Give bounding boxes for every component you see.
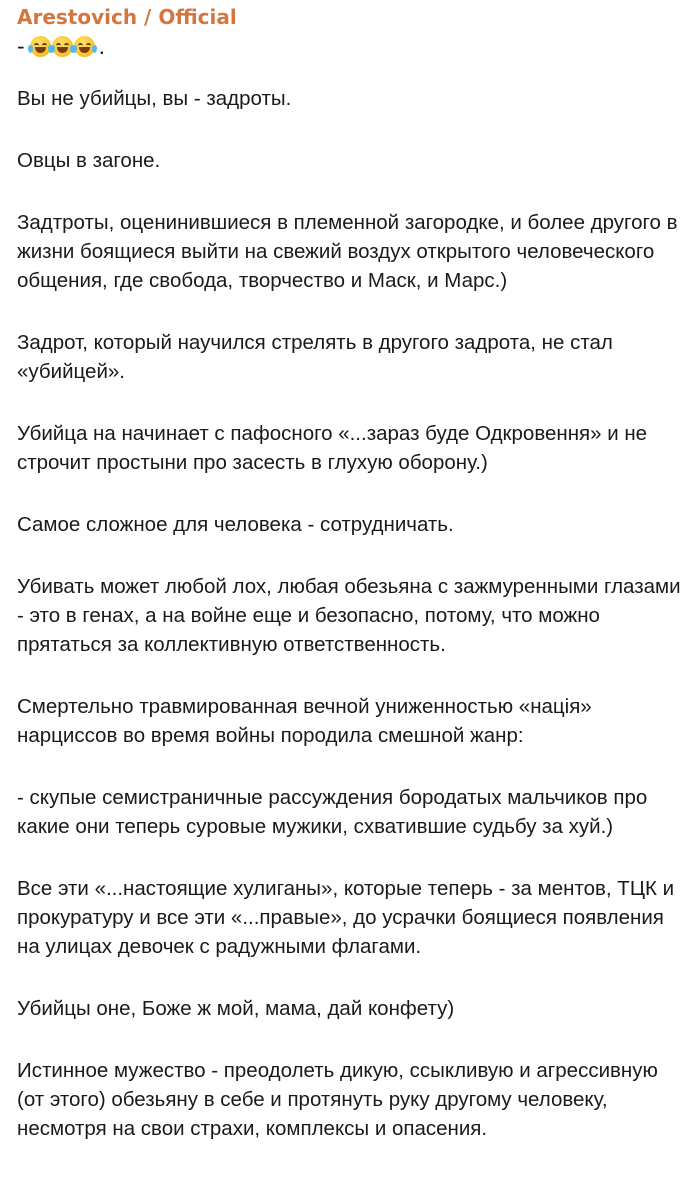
post-paragraph: Все эти «...настоящие хулиганы», которые теперь - за ментов, ТЦК и прокуратуру и все эти «...правые», до усрачки боящиеся появления на улицах девочек с радужными флагами. xyxy=(17,877,675,958)
post-body xyxy=(17,84,683,1143)
tears-of-joy-emoji-icon xyxy=(52,36,73,57)
post-paragraph: Самое сложное для человека - сотрудничать. xyxy=(17,513,454,536)
post-paragraph: Вы не убийцы, вы - задроты. xyxy=(17,87,292,110)
post-paragraph: Истинное мужество - преодолеть дикую, ссыкливую и агрессивную (от этого) обезьяну в себе и протянуть руку другому человеку, несмотря на свои страхи, комплексы и опасения. xyxy=(17,1059,658,1140)
post-paragraph: Смертельно травмированная вечной униженностью «нація» нарциссов во время войны породила смешной жанр: xyxy=(17,695,592,747)
emoji-line-suffix: . xyxy=(98,33,106,59)
post-paragraph: - скупые семистраничные рассуждения бородатых мальчиков про какие они теперь суровые мужики, схватившие судьбу за хуй.) xyxy=(17,786,648,838)
tears-of-joy-emoji-icon xyxy=(30,36,51,57)
post-paragraph: Убийцы оне, Боже ж мой, мама, дай конфету) xyxy=(17,997,455,1020)
post-paragraph: Овцы в загоне. xyxy=(17,149,161,172)
tears-of-joy-emoji-icon xyxy=(74,36,95,57)
emoji-line xyxy=(17,31,683,61)
post-paragraph: Задтроты, оценинившиеся в племенной загородке, и более другого в жизни боящиеся выйти на свежий воздух открытого человеческого общения, где свобода, творчество и Маск, и Марс.) xyxy=(17,211,678,292)
post-paragraph: Задрот, который научился стрелять в другого задрота, не стал «убийцей». xyxy=(17,331,613,383)
post-paragraph: Убийца на начинает с пафосного «...зараз буде Одкровення» и не строчит простыни про засесть в глухую оборону.) xyxy=(17,422,648,474)
channel-author-name[interactable]: Arestovich / Official xyxy=(17,5,237,29)
emoji-line-prefix: - xyxy=(17,33,25,59)
post-paragraph: Убивать может любой лох, любая обезьяна с зажмуренными глазами - это в генах, а на войне еще и безопасно, потому, что можно прятаться за коллективную ответственность. xyxy=(17,575,681,656)
